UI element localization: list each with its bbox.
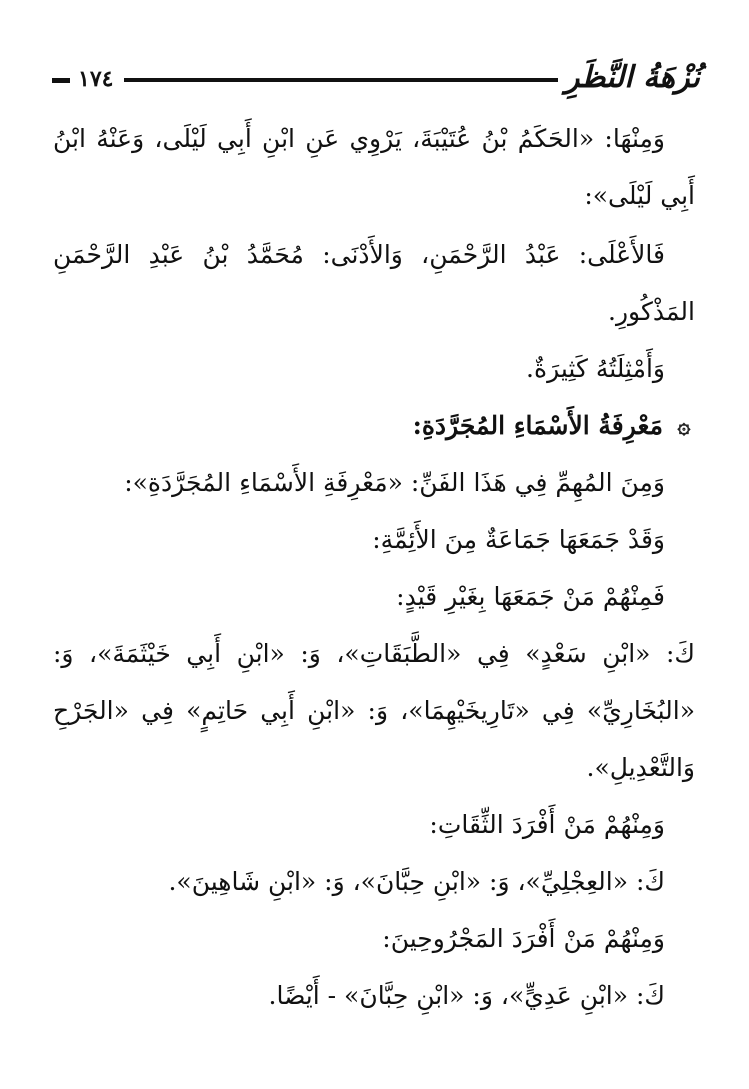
paragraph-8: وَمِنْهُمْ مَنْ أَفْرَدَ الثِّقَاتِ: bbox=[429, 810, 665, 839]
page-content bbox=[53, 110, 695, 1024]
section-heading-text: مَعْرِفَةُ الأَسْمَاءِ المُجَرَّدَةِ: bbox=[412, 411, 663, 440]
paragraph-9: كَ: «العِجْلِيِّ»، وَ: «ابْنِ حِبَّانَ»، وَ: «ابْنِ شَاهِينَ». bbox=[168, 867, 665, 896]
paragraph-6: فَمِنْهُمْ مَنْ جَمَعَهَا بِغَيْرِ قَيْدٍ: bbox=[396, 582, 665, 611]
ornament-icon: ۞ bbox=[677, 412, 691, 439]
paragraph-2: فَالأَعْلَى: عَبْدُ الرَّحْمَنِ، وَالأَدْنَى: مُحَمَّدُ بْنُ عَبْدِ الرَّحْمَنِ المَذْكُورِ. bbox=[53, 240, 695, 326]
paragraph-11: كَ: «ابْنِ عَدِيٍّ»، وَ: «ابْنِ حِبَّانَ» - أَيْضًا. bbox=[268, 981, 665, 1010]
paragraph-4: وَمِنَ المُهِمِّ فِي هَذَا الفَنِّ: «مَعْرِفَةِ الأَسْمَاءِ المُجَرَّدَةِ»: bbox=[124, 468, 665, 497]
paragraph-1: وَمِنْهَا: «الحَكَمُ بْنُ عُتَيْبَةَ، يَرْوِي عَنِ ابْنِ أَبِي لَيْلَى، وَعَنْهُ ابْنُ أَبِي لَيْلَى»: bbox=[53, 124, 695, 210]
page-number: ١٧٤ bbox=[78, 66, 114, 92]
page-number-dash bbox=[52, 78, 70, 83]
paragraph-3: وَأَمْثِلَتُهُ كَثِيرَةٌ. bbox=[526, 354, 665, 383]
section-heading bbox=[53, 397, 695, 454]
paragraph-10: وَمِنْهُمْ مَنْ أَفْرَدَ المَجْرُوحِينَ: bbox=[382, 924, 665, 953]
paragraph-7: كَ: «ابْنِ سَعْدٍ» فِي «الطَّبَقَاتِ»، وَ: «ابْنِ أَبِي خَيْثَمَةَ»، وَ: «البُخَارِيِّ» فِي «تَارِيخَيْهِمَا»، وَ: «ابْنِ أَبِي حَاتِمٍ» فِي «الجَرْحِ وَالتَّعْدِيلِ». bbox=[53, 639, 695, 782]
paragraph-5: وَقَدْ جَمَعَهَا جَمَاعَةٌ مِنَ الأَئِمَّةِ: bbox=[372, 525, 665, 554]
book-title: نُزْهَةُ النَّظَرِ bbox=[565, 60, 700, 95]
page-header bbox=[52, 56, 700, 104]
header-rule bbox=[124, 78, 558, 82]
